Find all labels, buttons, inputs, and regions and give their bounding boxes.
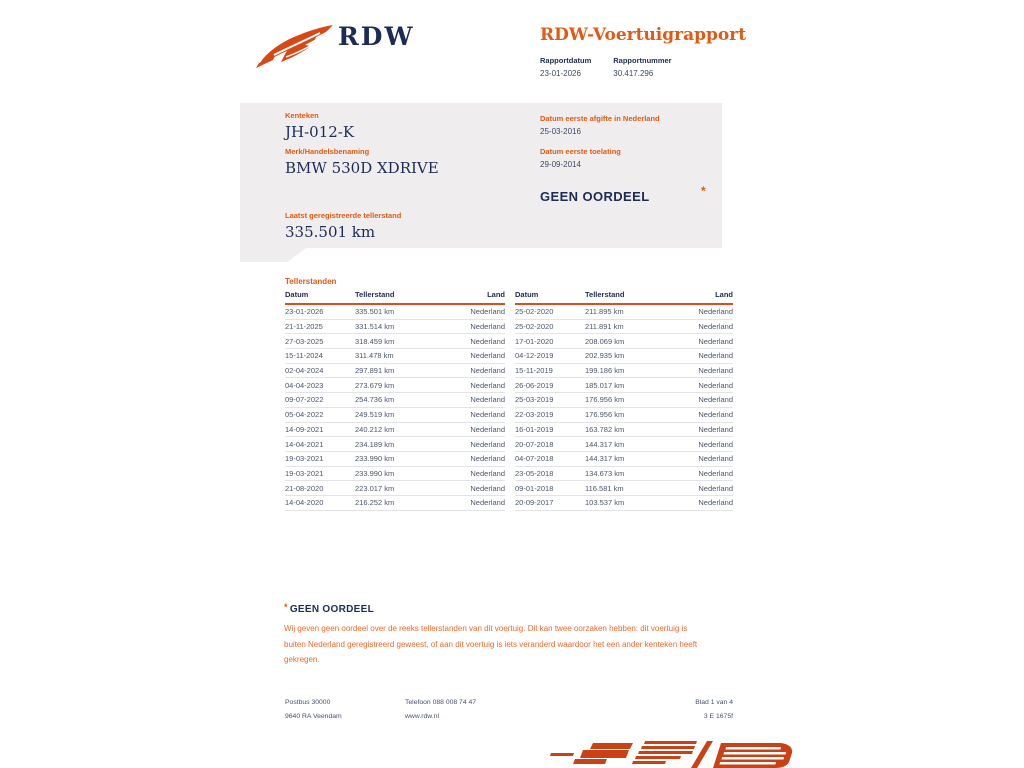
col-header-datum: Datum bbox=[285, 290, 309, 299]
row-land: Nederland bbox=[470, 380, 505, 390]
row-tellerstand: 176.956 km bbox=[585, 410, 625, 420]
row-tellerstand: 144.317 km bbox=[585, 439, 625, 449]
row-land: Nederland bbox=[470, 395, 505, 405]
row-land: Nederland bbox=[470, 498, 505, 508]
row-tellerstand: 134.673 km bbox=[585, 468, 625, 478]
toelating-value: 29-09-2014 bbox=[540, 160, 581, 169]
row-datum: 25-02-2020 bbox=[515, 307, 554, 317]
kenteken-value: JH-012-K bbox=[285, 123, 355, 141]
table-row bbox=[285, 349, 505, 364]
row-land: Nederland bbox=[470, 483, 505, 493]
row-land: Nederland bbox=[698, 498, 733, 508]
table-body bbox=[285, 305, 505, 511]
row-tellerstand: 223.017 km bbox=[355, 483, 395, 493]
row-land: Nederland bbox=[470, 366, 505, 376]
merk-value: BMW 530D XDRIVE bbox=[285, 159, 439, 177]
row-datum: 14-09-2021 bbox=[285, 424, 324, 434]
row-datum: 04-12-2019 bbox=[515, 351, 554, 361]
rdw-stripes-graphic-icon bbox=[545, 740, 793, 768]
row-land: Nederland bbox=[698, 366, 733, 376]
row-datum: 15-11-2019 bbox=[515, 366, 553, 376]
summary-box-tail bbox=[240, 248, 306, 262]
table-row bbox=[285, 334, 505, 349]
table-row bbox=[515, 423, 733, 438]
kenteken-label: Kenteken bbox=[285, 111, 319, 120]
tellerstand-value: 335.501 km bbox=[285, 223, 376, 241]
col-header-datum: Datum bbox=[515, 290, 539, 299]
tellerstand-field bbox=[285, 211, 401, 241]
table-row bbox=[285, 437, 505, 452]
row-tellerstand: 331.514 km bbox=[355, 322, 395, 332]
row-land: Nederland bbox=[470, 322, 505, 332]
footer-form-code: 3 E 1675f bbox=[703, 713, 733, 720]
row-land: Nederland bbox=[698, 424, 733, 434]
table-row bbox=[515, 496, 733, 511]
footer-page-number: Blad 1 van 4 bbox=[695, 699, 733, 706]
report-date-value: 23-01-2026 bbox=[540, 69, 581, 78]
table-row bbox=[285, 305, 505, 320]
row-datum: 23-01-2026 bbox=[285, 307, 324, 317]
row-tellerstand: 208.069 km bbox=[585, 336, 625, 346]
row-datum: 15-11-2024 bbox=[285, 351, 323, 361]
table-row bbox=[285, 481, 505, 496]
row-land: Nederland bbox=[470, 424, 505, 434]
row-land: Nederland bbox=[698, 336, 733, 346]
merk-field bbox=[285, 147, 439, 177]
row-land: Nederland bbox=[698, 351, 733, 361]
row-tellerstand: 211.891 km bbox=[585, 322, 624, 332]
row-land: Nederland bbox=[698, 468, 733, 478]
page-title: RDW-Voertuigrapport bbox=[540, 25, 747, 45]
row-tellerstand: 163.782 km bbox=[585, 424, 625, 434]
row-tellerstand: 249.519 km bbox=[355, 410, 395, 420]
table-row bbox=[515, 408, 733, 423]
table-row bbox=[515, 320, 733, 335]
report-number-label: Rapportnummer bbox=[613, 56, 672, 65]
table-row bbox=[285, 467, 505, 482]
row-datum: 09-01-2018 bbox=[515, 483, 554, 493]
row-land: Nederland bbox=[698, 410, 733, 420]
report-meta bbox=[540, 56, 672, 78]
footnote-title-text: GEEN OORDEEL bbox=[289, 604, 374, 615]
table-row bbox=[285, 423, 505, 438]
row-tellerstand: 233.990 km bbox=[355, 454, 395, 464]
row-tellerstand: 211.895 km bbox=[585, 307, 624, 317]
row-datum: 02-04-2024 bbox=[285, 366, 324, 376]
row-land: Nederland bbox=[470, 351, 505, 361]
row-tellerstand: 199.186 km bbox=[585, 366, 625, 376]
row-datum: 25-02-2020 bbox=[515, 322, 554, 332]
row-datum: 16-01-2019 bbox=[515, 424, 554, 434]
table-row bbox=[515, 467, 733, 482]
row-tellerstand: 176.956 km bbox=[585, 395, 625, 405]
table-row bbox=[285, 393, 505, 408]
row-land: Nederland bbox=[470, 410, 505, 420]
row-datum: 04-04-2023 bbox=[285, 380, 324, 390]
row-datum: 04-07-2018 bbox=[515, 454, 554, 464]
row-land: Nederland bbox=[698, 395, 733, 405]
row-tellerstand: 273.679 km bbox=[355, 380, 395, 390]
table-row bbox=[285, 496, 505, 511]
table-row bbox=[285, 378, 505, 393]
row-datum: 22-03-2019 bbox=[515, 410, 554, 420]
row-land: Nederland bbox=[470, 439, 505, 449]
row-land: Nederland bbox=[470, 307, 505, 317]
table-row bbox=[285, 408, 505, 423]
footer-address bbox=[285, 699, 342, 727]
afgifte-value: 25-03-2016 bbox=[540, 127, 581, 136]
row-tellerstand: 144.317 km bbox=[585, 454, 625, 464]
row-land: Nederland bbox=[698, 307, 733, 317]
footer-phone: Telefoon 088 008 74 47 bbox=[405, 699, 477, 706]
row-tellerstand: 318.459 km bbox=[355, 336, 395, 346]
row-datum: 20-07-2018 bbox=[515, 439, 554, 449]
kenteken-field bbox=[285, 111, 354, 141]
table-row bbox=[515, 334, 733, 349]
row-land: Nederland bbox=[698, 322, 733, 332]
table-row bbox=[515, 349, 733, 364]
table-row bbox=[515, 393, 733, 408]
row-land: Nederland bbox=[470, 468, 505, 478]
merk-label: Merk/Handelsbenaming bbox=[285, 147, 370, 156]
table-body bbox=[515, 305, 733, 511]
toelating-field bbox=[540, 147, 621, 169]
row-tellerstand: 103.537 km bbox=[585, 498, 625, 508]
footnote-asterisk: * bbox=[284, 602, 288, 612]
row-datum: 14-04-2021 bbox=[285, 439, 324, 449]
row-tellerstand: 216.252 km bbox=[355, 498, 395, 508]
table-header bbox=[285, 290, 505, 305]
footer-postbus: Postbus 30000 bbox=[285, 699, 331, 706]
tellerstanden-table-right bbox=[515, 290, 733, 511]
row-datum: 19-03-2021 bbox=[285, 454, 324, 464]
afgifte-field bbox=[540, 114, 660, 136]
table-header bbox=[515, 290, 733, 305]
row-tellerstand: 202.935 km bbox=[585, 351, 625, 361]
table-row bbox=[285, 364, 505, 379]
row-datum: 19-03-2021 bbox=[285, 468, 324, 478]
row-datum: 17-01-2020 bbox=[515, 336, 554, 346]
report-number-block bbox=[613, 56, 671, 78]
col-header-tellerstand: Tellerstand bbox=[585, 290, 625, 299]
row-tellerstand: 240.212 km bbox=[355, 424, 395, 434]
row-tellerstand: 233.990 km bbox=[355, 468, 395, 478]
row-tellerstand: 254.736 km bbox=[355, 395, 395, 405]
oordeel-asterisk: * bbox=[701, 184, 706, 198]
row-datum: 14-04-2020 bbox=[285, 498, 324, 508]
table-row bbox=[285, 452, 505, 467]
oordeel-footnote bbox=[284, 602, 708, 668]
rdw-wordmark: RDW bbox=[338, 22, 415, 51]
footer-city: 9640 RA Veendam bbox=[285, 713, 342, 720]
tellerstanden-table-left bbox=[285, 290, 505, 511]
footer-contact bbox=[405, 699, 476, 727]
page-footer bbox=[285, 699, 733, 725]
report-date-block bbox=[540, 56, 591, 78]
row-land: Nederland bbox=[698, 483, 733, 493]
row-datum: 21-08-2020 bbox=[285, 483, 324, 493]
footnote-title bbox=[284, 602, 708, 615]
row-land: Nederland bbox=[470, 336, 505, 346]
table-title: Tellerstanden bbox=[285, 277, 337, 286]
table-row bbox=[515, 481, 733, 496]
table-row bbox=[515, 452, 733, 467]
row-tellerstand: 185.017 km bbox=[585, 380, 625, 390]
table-row bbox=[515, 378, 733, 393]
afgifte-label: Datum eerste afgifte in Nederland bbox=[540, 114, 660, 123]
table-row bbox=[515, 364, 733, 379]
table-row bbox=[515, 437, 733, 452]
row-datum: 09-07-2022 bbox=[285, 395, 324, 405]
footnote-body: Wij geven geen oordeel over de reeks tellerstanden van dit voertuig. Dit kan twee oorzaken hebben: dit voertuig is buiten Nederland geregistreerd geweest, of aan dit voertuig is iets veranderd waardoor het een ander kenteken heeft gekregen. bbox=[284, 624, 698, 664]
row-land: Nederland bbox=[698, 454, 733, 464]
row-datum: 26-06-2019 bbox=[515, 380, 554, 390]
row-datum: 21-11-2025 bbox=[285, 322, 323, 332]
row-datum: 20-09-2017 bbox=[515, 498, 554, 508]
oordeel-heading: GEEN OORDEEL bbox=[540, 189, 650, 204]
report-number-value: 30.417.296 bbox=[613, 69, 654, 78]
row-land: Nederland bbox=[470, 454, 505, 464]
footer-pageinfo bbox=[695, 699, 733, 727]
col-header-land: Land bbox=[487, 290, 505, 299]
row-datum: 25-03-2019 bbox=[515, 395, 554, 405]
table-row bbox=[515, 305, 733, 320]
row-land: Nederland bbox=[698, 439, 733, 449]
col-header-land: Land bbox=[715, 290, 733, 299]
row-tellerstand: 297.891 km bbox=[355, 366, 395, 376]
row-tellerstand: 234.189 km bbox=[355, 439, 395, 449]
footer-website: www.rdw.nl bbox=[405, 713, 439, 720]
tellerstand-label: Laatst geregistreerde tellerstand bbox=[285, 211, 402, 220]
row-tellerstand: 116.581 km bbox=[585, 483, 624, 493]
row-land: Nederland bbox=[698, 380, 733, 390]
col-header-tellerstand: Tellerstand bbox=[355, 290, 395, 299]
row-tellerstand: 335.501 km bbox=[355, 307, 395, 317]
row-tellerstand: 311.478 km bbox=[355, 351, 394, 361]
rdw-feather-logo-icon bbox=[256, 24, 334, 70]
report-date-label: Rapportdatum bbox=[540, 56, 592, 65]
row-datum: 05-04-2022 bbox=[285, 410, 324, 420]
toelating-label: Datum eerste toelating bbox=[540, 147, 621, 156]
table-row bbox=[285, 320, 505, 335]
row-datum: 23-05-2018 bbox=[515, 468, 554, 478]
row-datum: 27-03-2025 bbox=[285, 336, 324, 346]
